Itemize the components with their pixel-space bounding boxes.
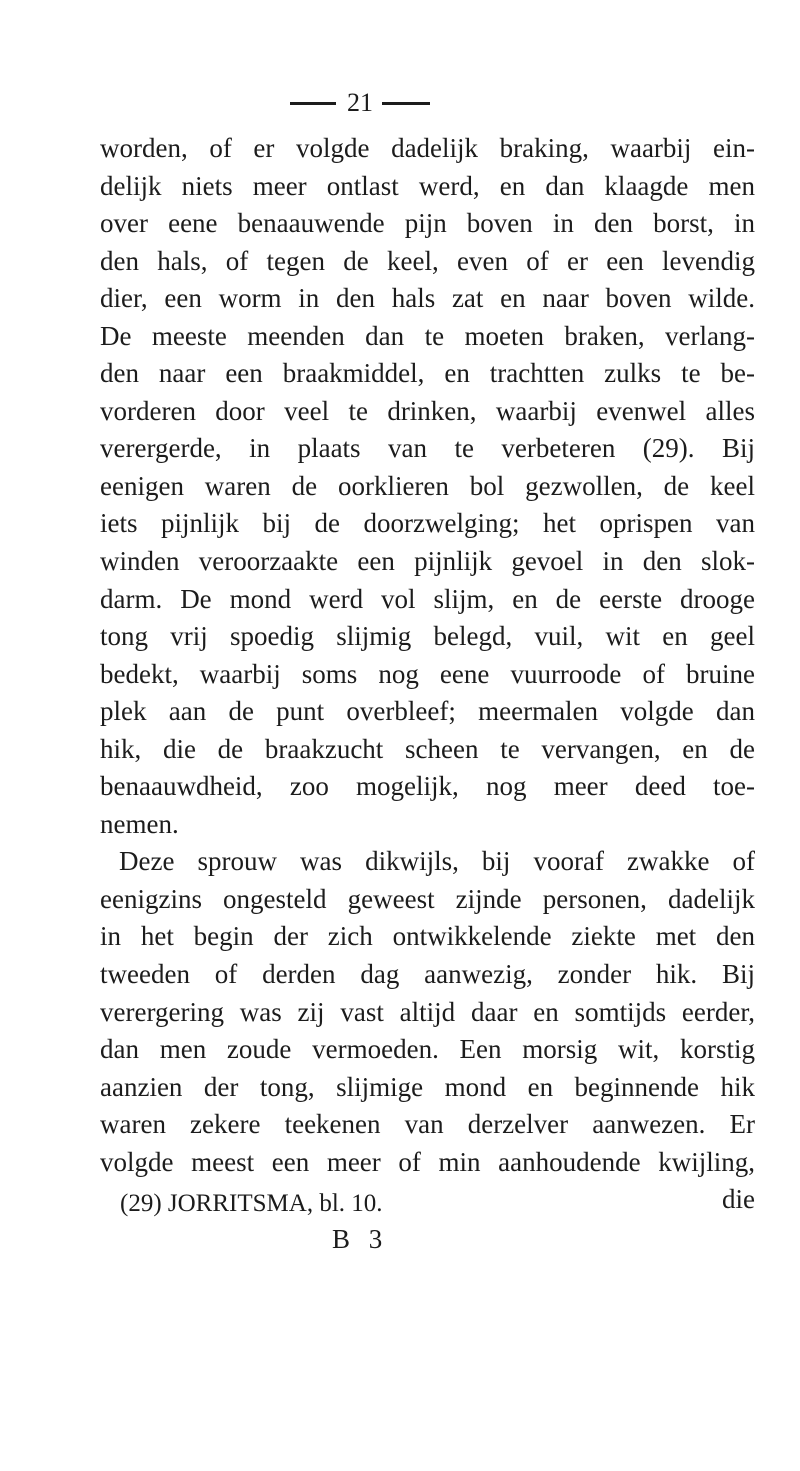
catchword: die xyxy=(722,1184,755,1215)
text-line: bedekt, waarbij soms nog eene vuurroode of bruine xyxy=(100,658,755,689)
text-line: dan men zoude vermoeden. Een morsig wit, korstig xyxy=(100,1034,755,1065)
text-line: Deze sprouw was dikwijls, bij vooraf zwakke of xyxy=(119,846,755,877)
text-line: waren zekere teekenen van derzelver aanwezen. Er xyxy=(100,1109,755,1140)
text-line: vorderen door veel te drinken, waarbij evenwel alles xyxy=(100,395,755,426)
footnote: (29) JORRITSMA, bl. 10. xyxy=(120,1190,383,1217)
text-line: den naar een braakmiddel, en trachtten zulks te be- xyxy=(100,358,755,389)
text-line: verergerde, in plaats van te verbeteren (29). Bij xyxy=(100,433,755,464)
text-line: aanzien der tong, slijmige mond en beginnende hik xyxy=(100,1071,755,1102)
text-line: volgde meest een meer of min aanhoudende kwijling, xyxy=(100,1146,755,1177)
text-line: eenigen waren de oorklieren bol gezwollen, de keel xyxy=(100,470,755,501)
text-line: darm. De mond werd vol slijm, en de eerste drooge xyxy=(100,583,755,614)
text-line: eenigzins ongesteld geweest zijnde personen, dadelijk xyxy=(100,883,755,914)
page-header xyxy=(0,88,800,118)
text-line: nemen. xyxy=(100,808,179,839)
header-rule-right xyxy=(382,102,430,105)
text-line: over eene benaauwende pijn boven in den borst, in xyxy=(100,208,755,239)
text-line: plek aan de punt overbleef; meermalen volgde dan xyxy=(100,696,755,727)
text-line: winden veroorzaakte een pijnlijk gevoel in den slok- xyxy=(100,546,755,577)
header-rule-left xyxy=(290,102,336,105)
text-line: hik, die de braakzucht scheen te vervangen, en de xyxy=(100,733,755,764)
text-line: dier, een worm in den hals zat en naar boven wilde. xyxy=(100,283,755,314)
text-line: delijk niets meer ontlast werd, en dan klaagde men xyxy=(100,170,755,201)
text-line: in het begin der zich ontwikkelende ziekte met den xyxy=(100,921,755,952)
text-line: iets pijnlijk bij de doorzwelging; het oprispen van xyxy=(100,508,755,539)
text-line: verergering was zij vast altijd daar en somtijds eerder, xyxy=(100,996,755,1027)
text-line: De meeste meenden dan te moeten braken, verlang- xyxy=(100,320,755,351)
text-line: benaauwdheid, zoo mogelijk, nog meer deed toe- xyxy=(100,771,755,802)
text-line: worden, of er volgde dadelijk braking, waarbij ein- xyxy=(100,133,755,163)
text-line: tweeden of derden dag aanwezig, zonder hik. Bij xyxy=(100,959,755,990)
page-number: 21 xyxy=(347,88,373,117)
text-line: den hals, of tegen de keel, even of er een levendig xyxy=(100,245,755,276)
text-line: tong vrij spoedig slijmig belegd, vuil, wit en geel xyxy=(100,621,755,652)
body-text xyxy=(100,130,755,1219)
signature-mark: B 3 xyxy=(332,1224,389,1254)
